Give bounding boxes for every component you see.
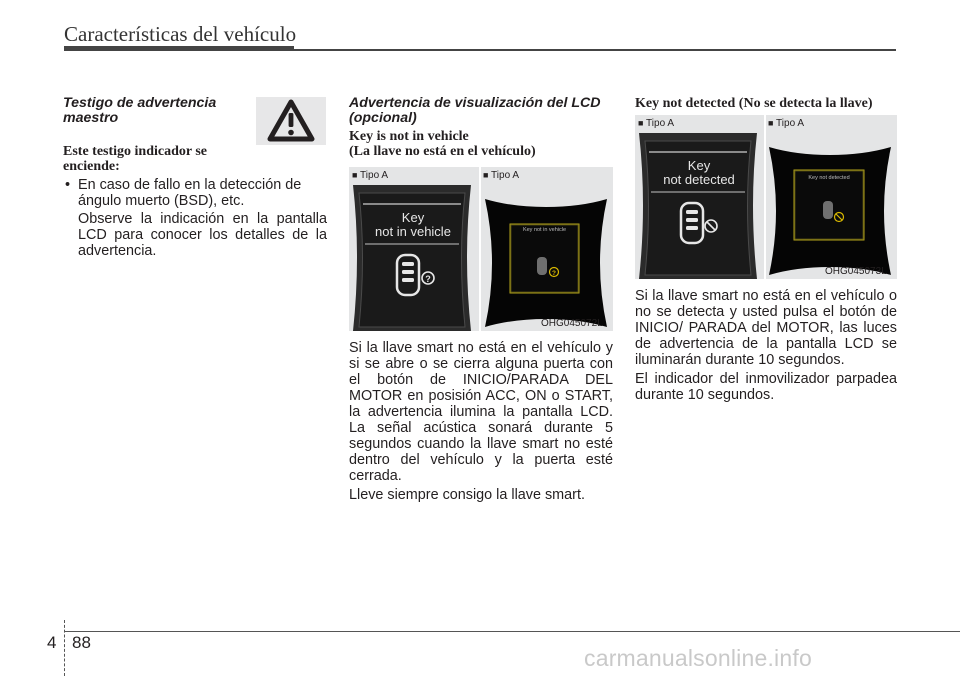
master-warning-subheading-line2: enciende: — [63, 159, 120, 174]
figure1-label-right: ■ Tipo A — [483, 170, 520, 181]
page-number: 88 — [72, 633, 91, 652]
figure1-small-screen-message: Key not in vehicle — [522, 227, 567, 233]
figure1-screen-line1: Key — [401, 210, 425, 225]
figure1-artwork — [349, 167, 613, 331]
master-warning-icon-box — [256, 97, 326, 145]
key-not-in-vehicle-subheading-line1: Key is not in vehicle — [349, 129, 469, 144]
column-key-not-detected-body — [635, 286, 897, 403]
figure2-screen-line1: Key — [687, 158, 711, 173]
figure2-artwork — [635, 115, 897, 279]
master-warning-heading-line2: maestro — [63, 110, 119, 126]
figure2-screen-message — [655, 159, 743, 187]
master-warning-subheading — [63, 144, 327, 174]
chapter-number: 4 — [47, 633, 57, 652]
column-lcd-warning — [349, 96, 613, 159]
figure-key-not-detected — [635, 115, 897, 279]
master-warning-subheading-line1: Este testigo indicador se — [63, 144, 208, 159]
figure1-label-left: ■ Tipo A — [352, 170, 389, 181]
lcd-note-paragraph: Observe la indicación en la pantalla LCD para conocer los detalles de la advertencia. — [78, 211, 327, 259]
column-lcd-warning-body — [349, 338, 613, 503]
lcd-warning-heading-line1: Advertencia de visualización del LCD — [349, 95, 601, 111]
bullet-dot: • — [65, 177, 71, 193]
figure2-label-left: ■ Tipo A — [638, 118, 675, 129]
header-rule-thin — [294, 49, 896, 51]
warning-triangle-icon — [256, 97, 326, 145]
lcd-warning-heading-line2: (opcional) — [349, 110, 417, 126]
figure2-screen-line2: not detected — [663, 172, 735, 187]
key-not-in-vehicle-subheading — [349, 129, 613, 159]
lcd-warning-heading — [349, 96, 613, 126]
svg-text:?: ? — [425, 274, 431, 284]
figure2-code: OHG045073L — [825, 266, 887, 277]
column-key-not-detected — [635, 96, 897, 111]
master-warning-heading-line1: Testigo de advertencia — [63, 95, 217, 111]
watermark-text: carmanualsonline.info — [584, 645, 812, 671]
footer-divider — [64, 620, 65, 676]
bsd-failure-bullet-line1: En caso de fallo en la detección de — [78, 177, 302, 193]
key-not-detected-heading: Key not detected (No se detecta la llave) — [635, 96, 873, 111]
key-not-in-vehicle-paragraph: Si la llave smart no está en el vehículo y si se abre o se cierra alguna puerta con el botón de INICIO/PARADA DEL MOTOR en posisión ACC, ON o START, la advertencia ilumina la pantalla LCD. La señal acústica sonará durante 5 segundos cuando la llave smart no esté dentro del vehículo y la puerta esté cerrada. — [349, 340, 613, 484]
figure2-small-screen-message: Key not detected — [808, 175, 850, 181]
key-not-detected-paragraph: Si la llave smart no está en el vehículo o no se detecta y usted pulsa el botón de INICIO/ PARADA del MOTOR, las luces de advertencia de la pantalla LCD se iluminarán durante 10 segundos. — [635, 288, 897, 368]
footer-rule — [64, 631, 960, 632]
page-header-title: Características del vehículo — [64, 22, 297, 46]
figure1-code: OHG045072L — [541, 318, 603, 329]
figure1-screen-message — [369, 211, 457, 239]
figure2-label-right: ■ Tipo A — [768, 118, 805, 129]
svg-text:?: ? — [552, 270, 556, 277]
figure-key-not-in-vehicle — [349, 167, 613, 331]
bsd-failure-bullet-line2: ángulo muerto (BSD), etc. — [78, 193, 245, 209]
carry-smart-key-paragraph: Lleve siempre consigo la llave smart. — [349, 487, 585, 503]
immobilizer-paragraph: El indicador del inmovilizador parpadea durante 10 segundos. — [635, 371, 897, 403]
header-rule-thick — [64, 46, 294, 51]
key-not-in-vehicle-subheading-line2: (La llave no está en el vehículo) — [349, 144, 536, 159]
figure1-screen-line2: not in vehicle — [375, 224, 451, 239]
bsd-failure-bullet — [63, 177, 327, 209]
